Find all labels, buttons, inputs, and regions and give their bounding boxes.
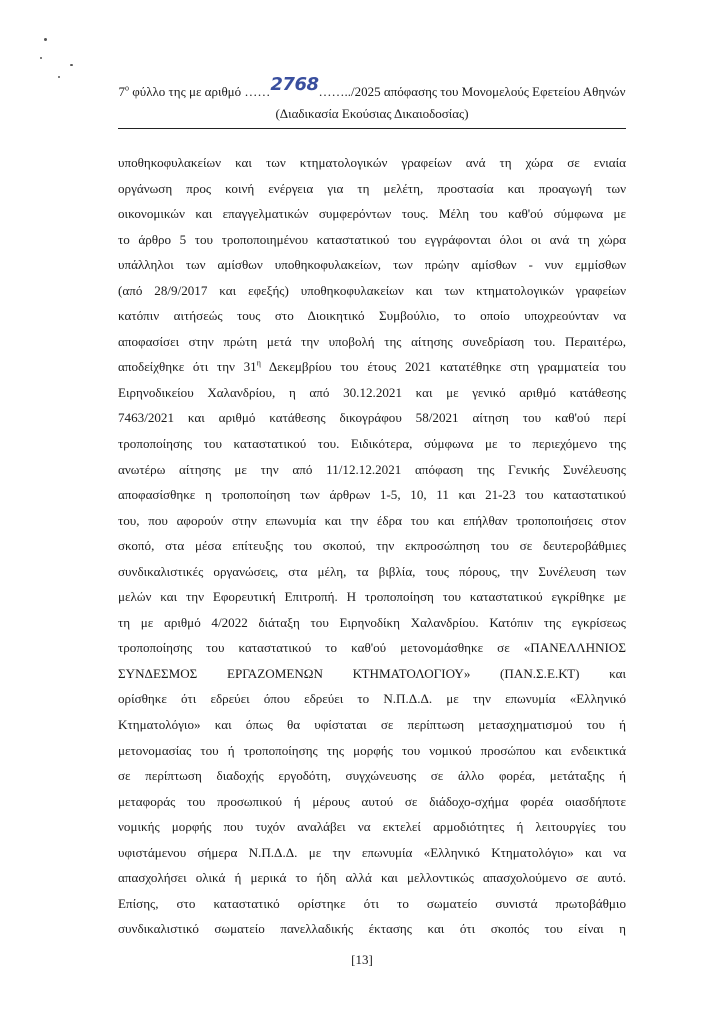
scan-speck [40,57,42,59]
page-header [118,74,626,125]
body-line: μετονομασίας του ή τροποποίησης της μορφής του νομικού προσώπου και ενδεικτικά [118,742,626,758]
body-line: νομικής μορφής που τυχόν αναλάβει να εκτελεί αρμοδιότητες ή λειτουργίες του [118,819,626,835]
body-line: μεταφοράς του προσωπικού ή μέρους αυτού σε διάδοχο-σχήμα φορέα οιασδήποτε [118,793,626,809]
body-line: ανωτέρω αίτησης με την από 11/12.12.2021 απόφαση της Γενικής Συνέλευσης [118,461,626,477]
body-line: ορίσθηκε ότι εδρεύει όπου εδρεύει το Ν.Π.Δ.Δ. με την επωνυμία «Ελληνικό [118,691,626,707]
body-line: 7463/2021 και αριθμό κατάθεσης δικογράφου 58/2021 αίτηση του καθ'ού περί [118,410,626,426]
body-line: κατόπιν αιτήσεώς τους στο Διοικητικό Συμβούλιο, το οποίο υποχρεούνταν να [118,308,626,324]
body-line: μελών και την Εφορευτική Επιτροπή. Η τροποποίηση του καταστατικού εγκρίθηκε με [118,589,626,605]
body-line: υποθηκοφυλακείων και των κτηματολογικών γραφείων ανά τη χώρα σε ενιαία [118,155,626,170]
body-line: οργάνωση προς κοινή ενέργεια για τη μελέτη, προστασία και προαγωγή των [118,180,626,196]
sheet-number: 7 [118,84,126,99]
body-line-with-superscript [118,354,626,380]
scan-speck [70,64,73,66]
body-line: σε περίπτωση διαδοχής εργοδότη, συγχώνευσης σε άλλο φορέα, μετάταξης ή [118,768,626,784]
body-line: σκοπό, στα μέσα επίτευξης του σκοπού, την εκπροσώπηση του σε δευτεροβάθμιες [118,538,626,554]
body-line: το άρθρο 5 του τροποποιημένου καταστατικού του εγγράφονται όλοι οι ανά τη χώρα [118,231,626,247]
body-line: υπάλληλοι των αμίσθων υποθηκοφυλακείων, των πρώην αμίσθων - νυν εμμίσθων [118,257,626,273]
body-text [118,150,626,942]
body-line: οικονομικών και επαγγελματικών συμφερόντων τους. Μέλη του καθ'ού σύμφωνα με [118,206,626,222]
body-line: Ειρηνοδικείου Χαλανδρίου, η από 30.12.2021 και με γενικό αριθμό κατάθεσης [118,384,626,400]
header-line-2: (Διαδικασία Εκούσιας Δικαιοδοσίας) [275,106,469,121]
body-line: (από 28/9/2017 και εφεξής) υποθηκοφυλακείων και των κτηματολογικών γραφείων [118,282,626,298]
body-line: αποφασίσει στην πρώτη μετά την υποβολή της αίτησης συνεδρίαση του. Περαιτέρω, [118,333,626,349]
body-line: συνδικαλιστικό σωματείο πανελλαδικής έκτασης και ότι σκοπός του είναι η [118,921,626,937]
body-line-segment: αποδείχθηκε ότι την 31 [118,359,257,375]
ordinal-superscript: η [256,359,261,369]
body-line: απασχολήσει ολικά ή μερικά το ήδη αλλά και μελλοντικώς απασχολούμενο σε αυτό. [118,870,626,886]
body-line: ΣΥΝΔΕΣΜΟΣ ΕΡΓΑΖΟΜΕΝΩΝ ΚΤΗΜΑΤΟΛΟΓΙΟΥ» (ΠΑΝ.Σ.Ε.ΚΤ) και [118,665,626,681]
header-text-after-number: ……../2025 απόφασης του Μονομελούς Εφετείου Αθηνών [318,84,626,99]
body-line: του, που αφορούν στην επωνυμία και την έδρα του και επήλθαν τροποποιήσεις στον [118,512,626,528]
header-divider [118,128,626,129]
body-line: συνδικαλιστικές οργανώσεις, στα μέλη, τα βιβλία, τους πόρους, την Συνέλευση των [118,563,626,579]
body-line-segment: Δεκεμβρίου του έτους 2021 κατατέθηκε στη γραμματεία του [260,359,626,375]
ordinal-suffix: ο [125,83,130,93]
header-line-1 [118,74,626,103]
body-line: υφιστάμενου σήμερα Ν.Π.Δ.Δ. με την επωνυμία «Ελληνικό Κτηματολόγιο» και να [118,844,626,860]
body-line: Κτηματολόγιο» και όπως θα υφίσταται σε περίπτωση μετασχηματισμού του ή [118,717,626,733]
body-line: τη με αριθμό 4/2022 διάταξη του Ειρηνοδίκη Χαλανδρίου. Κατόπιν της εγκρίσεως [118,614,626,630]
body-line: τροποποίησης του καταστατικού το καθ'ού μετονομάσθηκε σε «ΠΑΝΕΛΛΗΝΙΟΣ [118,640,626,656]
page-number: [13] [351,952,373,967]
scan-speck [44,38,47,41]
handwritten-decision-number: 2768 [270,74,319,95]
scan-speck [58,76,60,78]
body-line: αποφασίσθηκε η τροποποίηση των άρθρων 1-5, 10, 11 και 21-23 του καταστατικού [118,487,626,503]
body-line: τροποποίησης του καταστατικού του. Ειδικότερα, σύμφωνα με το περιεχόμενο της [118,436,626,452]
body-line: Επίσης, στο καταστατικό ορίστηκε ότι το σωματείο συνιστά πρωτοβάθμιο [118,895,626,911]
header-text-before-number: φύλλο της με αριθμό …… [129,84,271,99]
